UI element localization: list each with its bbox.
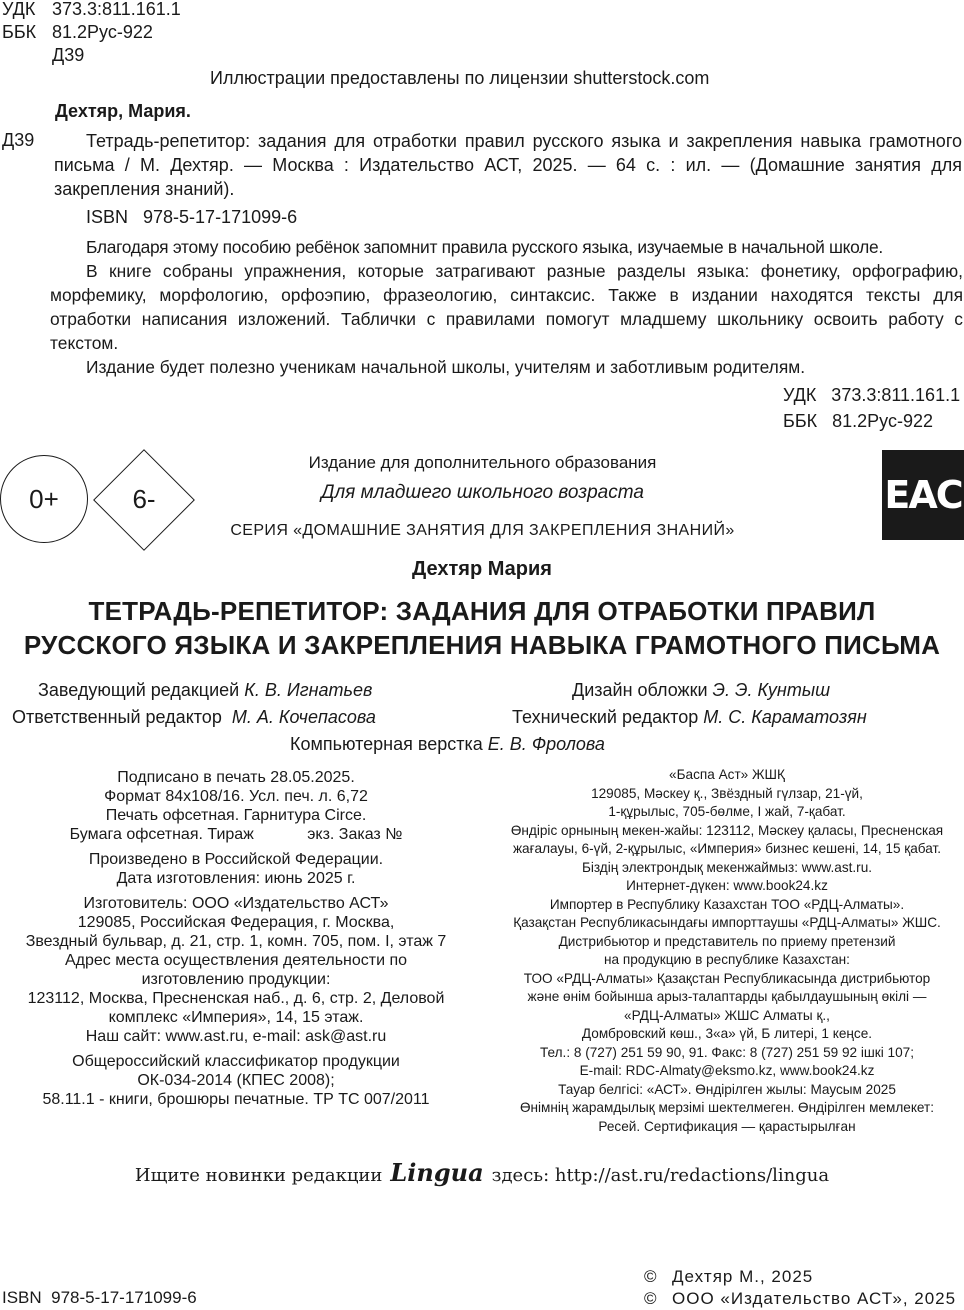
imprint-line: Изготовитель: ООО «Издательство АСТ»	[83, 895, 389, 912]
udk-right: УДК 373.3:811.161.1	[783, 385, 961, 405]
imprint-line: Тауар белгісі: «АСТ». Өндірілген жылы: Маусым 2025	[558, 1081, 896, 1097]
illustrations-note: Иллюстрации предоставлены по лицензии shutterstock.com	[210, 68, 710, 88]
imprint-line: Подписано в печать 28.05.2025.	[117, 769, 355, 786]
imprint-line: Домбровский көш., 3«а» үй, Б литері, 1 кеңсе.	[581, 1026, 873, 1041]
imprint-line: ТОО «РДЦ-Алматы» Қазақстан Республикасында дистрибьютор	[523, 970, 931, 986]
udk-block	[2, 0, 181, 67]
udk-value: 373.3:811.161.1	[52, 0, 181, 19]
credit-layout: Компьютерная верстка Е. В. Фролова	[290, 734, 605, 754]
bbk-right: ББК 81.2Рус-922	[783, 411, 933, 431]
bibliographic-description: Тетрадь-репетитор: задания для отработки правил русского языка и закрепления навыка грамотного письма / М. Дехтяр. — Москва : Издательство АСТ, 2025. — 64 с. : ил. — (Домашние занятия для закрепления знаний).	[54, 131, 962, 199]
imprint-line: 58.11.1 - книги, брошюры печатные. ТР ТС 007/2011	[42, 1091, 430, 1108]
imprint-line: «Баспа Аст» ЖШҚ	[669, 767, 785, 782]
imprint-group	[8, 768, 464, 844]
lingua-prefix: Ищите новинки редакции	[134, 1165, 383, 1186]
age-rating-diamond: 6-	[132, 483, 156, 514]
credit-cover-design: Дизайн обложки Э. Э. Кунтыш	[572, 680, 831, 700]
imprint-line: Дистрибьютор и представитель по приему претензий	[558, 933, 896, 949]
imprint-line: Печать офсетная. Гарнитура Circe.	[105, 807, 367, 824]
imprint-line: Өнімнің жарамдылық мерзімі шектелмеген. Өндірілген мемлекет:	[519, 1100, 935, 1115]
imprint-line: E-mail: RDC-Almaty@eksmo.kz, www.book24.kz	[579, 1063, 875, 1078]
catalog-code-top: Д39	[52, 45, 85, 65]
catalog-code: Д39	[2, 130, 35, 150]
imprint-line: «РДЦ-Алматы» ЖШС Алматы қ.,	[624, 1007, 830, 1023]
title-line: ТЕТРАДЬ-РЕПЕТИТОР: ЗАДАНИЯ ДЛЯ ОТРАБОТКИ ПРАВИЛ	[88, 596, 876, 626]
author-heading: Дехтяр, Мария.	[55, 101, 191, 121]
annotation-paragraph: В книге собраны упражнения, которые затрагивают разные разделы языка: фонетику, орфографию, морфемику, морфологию, орфоэпию, фразеологию, синтаксис. Также в издании находятся тексты для отработки написания изложений. Таблички с правилами помогут младшему школьнику освоить работу с текстом.	[50, 261, 963, 353]
audience: Для младшего школьного возраста	[321, 482, 644, 503]
imprint-line: Өндіріс орнының мекен-жайы: 123112, Мәскеу қаласы, Пресненская	[510, 822, 944, 838]
imprint-line: жағалауы, 6-үй, 2-құрылыс, «Империя» бизнес кешені, 14, 15 қабат.	[512, 841, 942, 856]
edition-type: Издание для дополнительного образования	[308, 453, 657, 472]
imprint-line: Дата изготовления: июнь 2025 г.	[116, 870, 356, 887]
imprint-line: Звездный бульвар, д. 21, стр. 1, комн. 705, пом. I, этаж 7	[25, 933, 447, 950]
author-name: Дехтяр Мария	[412, 558, 552, 580]
copyright-block	[644, 1266, 956, 1310]
book-title	[0, 594, 964, 662]
lingua-link[interactable]: здесь: http://ast.ru/redactions/lingua	[491, 1165, 830, 1186]
imprint-line: Импортер в Республику Казахстан ТОО «РДЦ-Алматы».	[549, 896, 905, 912]
imprint-line: Интернет-дүкен: www.book24.kz	[626, 878, 828, 893]
imprint-line: Бумага офсетная. Тираж экз. Заказ №	[69, 826, 403, 843]
imprint-group	[8, 1052, 464, 1109]
udk-label: УДК	[2, 0, 36, 19]
copyright-line: © ООО «Издательство АСТ», 2025	[644, 1289, 957, 1308]
copyright-line: © Дехтяр М., 2025	[644, 1267, 814, 1286]
imprint-line: 129085, Мәскеу қ., Звёздный гүлзар, 21-үй,	[591, 785, 863, 801]
imprint-line: Біздің электрондық мекенжаймыз: www.ast.ru.	[581, 859, 873, 875]
lingua-promo	[0, 1158, 964, 1187]
imprint-line: Наш сайт: www.ast.ru, e-mail: ask@ast.ru	[85, 1028, 387, 1045]
imprint-line: на продукцию в республике Казахстан:	[604, 952, 850, 967]
imprint-line: 129085, Российская Федерация, г. Москва,	[77, 914, 395, 931]
imprint-line: және өнім бойынша арыз-талаптарды қабылдаушының өкілі —	[527, 989, 927, 1004]
title-line: РУССКОГО ЯЗЫКА И ЗАКРЕПЛЕНИЯ НАВЫКА ГРАМОТНОГО ПИСЬМА	[23, 630, 941, 660]
annotation-paragraph: Издание будет полезно ученикам начальной школы, учителям и заботливым родителям.	[86, 357, 806, 377]
imprint-line: 1-құрылыс, 705-бөлме, I жай, 7-қабат.	[608, 804, 846, 819]
imprint-line: комплекс «Империя», 14, 15 этаж.	[108, 1009, 364, 1026]
bbk-label: ББК	[2, 22, 37, 42]
imprint-right	[490, 766, 964, 1136]
series-name: СЕРИЯ «ДОМАШНИЕ ЗАНЯТИЯ ДЛЯ ЗАКРЕПЛЕНИЯ ЗНАНИЙ»	[230, 522, 735, 539]
imprint-line: Тел.: 8 (727) 251 59 90, 91. Факс: 8 (727) 251 59 92 ішкі 107;	[539, 1044, 915, 1060]
imprint-line: Адрес места осуществления деятельности по	[64, 952, 408, 969]
imprint-line: Ресей. Сертификация — қарастырылған	[598, 1118, 856, 1134]
isbn-bottom: ISBN 978-5-17-171099-6	[2, 1288, 197, 1307]
credit-tech-editor: Технический редактор М. С. Караматозян	[512, 707, 867, 727]
imprint-group	[8, 850, 464, 888]
imprint-line: Общероссийский классификатор продукции	[72, 1053, 400, 1070]
lingua-logo-icon: Lingua	[390, 1158, 484, 1187]
annotation	[50, 235, 963, 379]
imprint-line: Қазақстан Республикасындағы импорттаушы «РДЦ-Алматы» ЖШС.	[513, 915, 941, 930]
imprint-line: Формат 84х108/16. Усл. печ. л. 6,72	[104, 788, 368, 805]
imprint-left	[8, 768, 464, 1115]
credit-head-editor: Заведующий редакцией К. В. Игнатьев	[38, 680, 373, 700]
imprint-line: 123112, Москва, Пресненская наб., д. 6, стр. 2, Деловой	[27, 990, 445, 1007]
isbn-line: ISBN 978-5-17-171099-6	[86, 207, 298, 227]
imprint-line: изготовлению продукции:	[141, 971, 331, 988]
imprint-line: ОК-034-2014 (КПЕС 2008);	[137, 1072, 335, 1089]
eac-mark-icon: EAC	[882, 450, 964, 540]
age-rating-circle: 0+	[0, 455, 88, 543]
imprint-group	[8, 894, 464, 1046]
annotation-paragraph: Благодаря этому пособию ребёнок запомнит правила русского языка, изучаемые в начальной школе.	[86, 237, 883, 257]
bbk-value: 81.2Рус-922	[52, 22, 153, 42]
credit-responsible-editor: Ответственный редактор М. А. Кочепасова	[12, 707, 376, 727]
imprint-line: Произведено в Российской Федерации.	[88, 851, 384, 868]
